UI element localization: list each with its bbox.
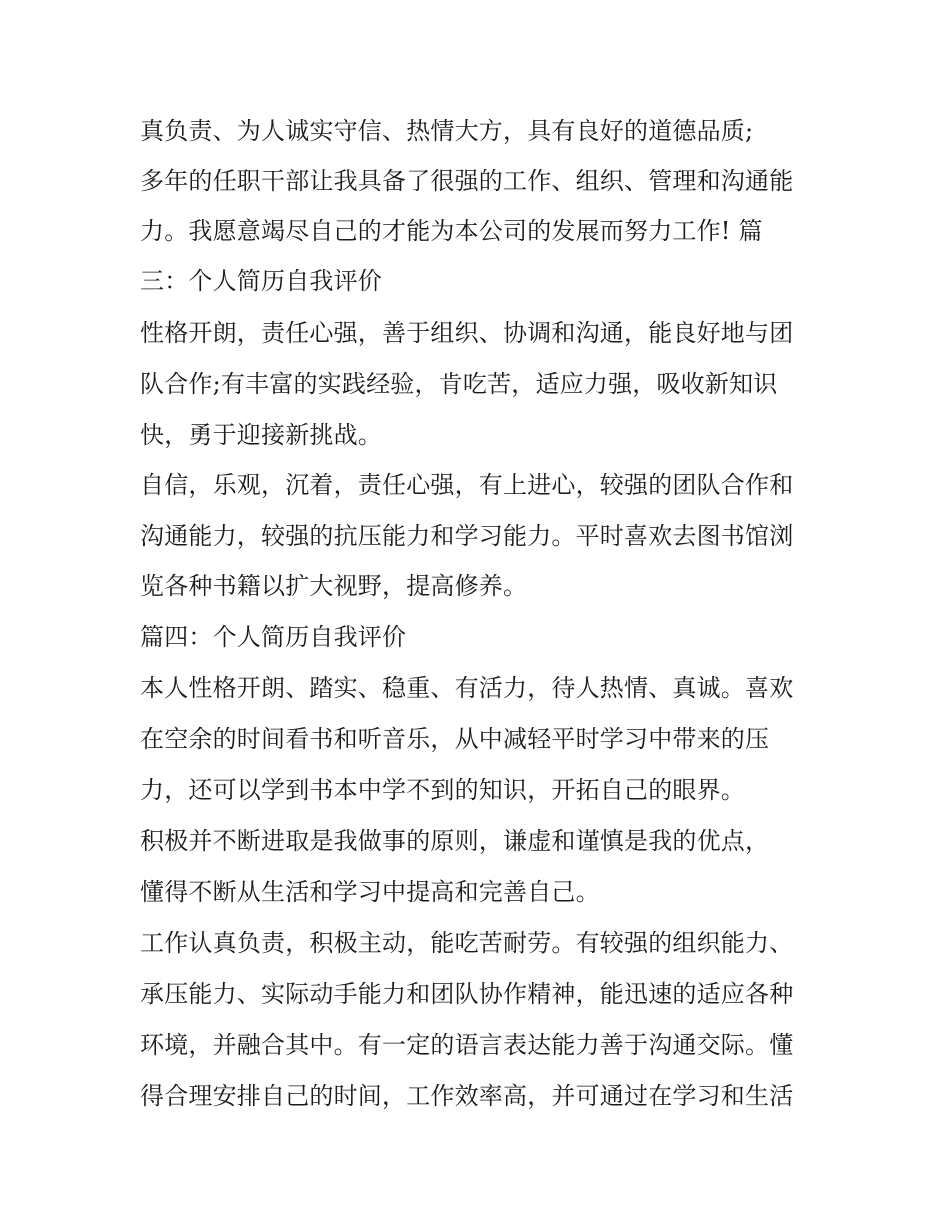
text-line: 力，还可以学到书本中学不到的知识，开拓自己的眼界。 xyxy=(140,776,745,804)
text-line: 在空余的时间看书和听音乐，从中减轻平时学习中带来的压 xyxy=(140,725,770,753)
text-line: 览各种书籍以扩大视野，提高修养。 xyxy=(140,572,528,600)
text-line: 力。我愿意竭尽自己的才能为本公司的发展而努力工作! 篇 xyxy=(140,217,763,245)
text-line: 真负责、为人诚实守信、热情大方，具有良好的道德品质; xyxy=(140,117,754,145)
text-line: 懂得不断从生活和学习中提高和完善自己。 xyxy=(140,878,600,906)
text-line: 性格开朗，责任心强，善于组织、协调和沟通，能良好地与团 xyxy=(140,319,794,347)
text-line: 工作认真负责，积极主动，能吃苦耐劳。有较强的组织能力、 xyxy=(140,929,794,957)
text-line: 队合作;有丰富的实践经验，肯吃苦，适应力强，吸收新知识 xyxy=(140,370,778,398)
text-line: 自信，乐观，沉着，责任心强，有上进心，较强的团队合作和 xyxy=(140,471,794,499)
text-line: 本人性格开朗、踏实、稳重、有活力，待人热情、真诚。喜欢 xyxy=(140,674,794,702)
text-line: 积极并不断进取是我做事的原则，谦虚和谨慎是我的优点， xyxy=(140,827,770,855)
text-line: 多年的任职干部让我具备了很强的工作、组织、管理和沟通能 xyxy=(140,167,794,195)
text-line: 承压能力、实际动手能力和团队协作精神，能迅速的适应各种 xyxy=(140,980,794,1008)
text-line: 环境，并融合其中。有一定的语言表达能力善于沟通交际。懂 xyxy=(140,1031,794,1059)
section-heading: 篇四：个人简历自我评价 xyxy=(140,623,407,651)
text-line: 得合理安排自己的时间，工作效率高，并可通过在学习和生活 xyxy=(140,1082,794,1110)
text-line: 沟通能力，较强的抗压能力和学习能力。平时喜欢去图书馆浏 xyxy=(140,522,794,550)
section-heading: 三：个人简历自我评价 xyxy=(140,267,382,295)
text-line: 快，勇于迎接新挑战。 xyxy=(140,421,382,449)
